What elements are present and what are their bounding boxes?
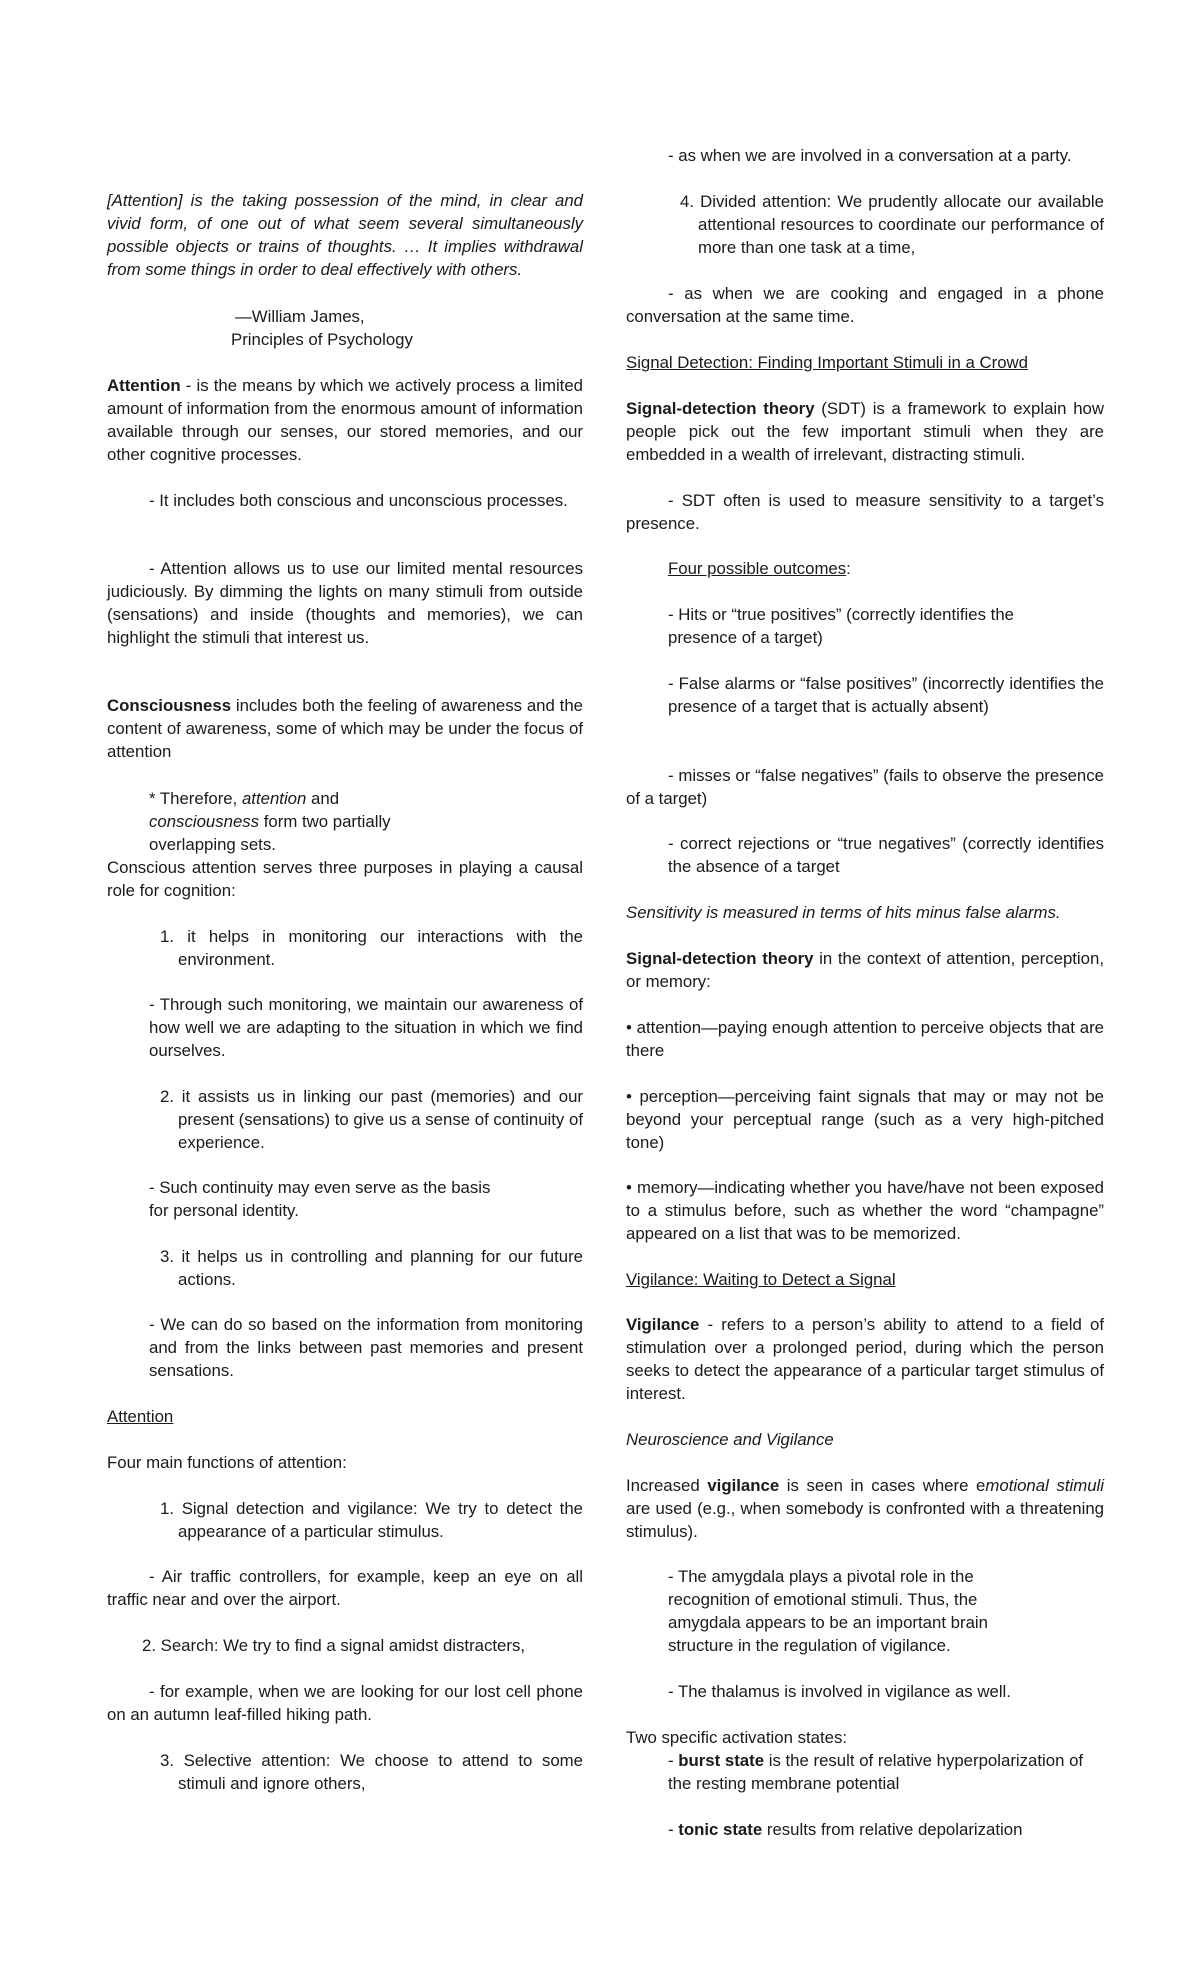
attention-definition [107, 374, 583, 466]
tonic-term: tonic state [678, 1820, 763, 1839]
inc-emphasis: motional stimuli [985, 1476, 1104, 1495]
functions-intro: Four main functions of attention: [107, 1453, 347, 1472]
burst-term: burst state [678, 1751, 765, 1770]
consciousness-definition [107, 694, 583, 763]
consciousness-term: Consciousness [107, 696, 232, 715]
function-1: 1. Signal detection and vigilance: We try to detect the appearance of a particular stimulus. [160, 1499, 583, 1541]
therefore-consciousness: consciousness [149, 812, 260, 831]
burst-pre: - [668, 1751, 679, 1770]
attention-bullet-1: - It includes both conscious and unconscious processes. [149, 491, 568, 510]
attention-def-text: - is the means by which we actively process a limited amount of information from the enormous amount of information available through our senses, our stored memories, and our other cognitive processes. [107, 376, 583, 464]
purpose-2: 2. it assists us in linking our past (memories) and our present (sensations) to give us a sense of continuity of experience. [160, 1087, 583, 1152]
quote-source: Principles of Psychology [231, 330, 413, 349]
function-3: 3. Selective attention: We choose to attend to some stimuli and ignore others, [160, 1751, 583, 1793]
purpose-2-detail: - Such continuity may even serve as the basis for personal identity. [149, 1178, 491, 1220]
thalamus-note: - The thalamus is involved in vigilance as well. [668, 1682, 1011, 1701]
function-4: 4. Divided attention: We prudently allocate our available attentional resources to coordinate our performance of more than one task at a time, [680, 192, 1104, 257]
outcome-false-alarms: - False alarms or “false positives” (incorrectly identifies the presence of a target that is actually absent) [668, 674, 1104, 716]
consciousness-def-text: includes both the feeling of awareness and the content of awareness, some of which may be under the focus of attention [107, 696, 583, 761]
tonic-def: results from relative depolarization [762, 1820, 1023, 1839]
quote-text: [Attention] is the taking possession of the mind, in clear and vivid form, of one out of what seem several simultaneously possible objects or trains of thoughts. … It implies withdrawal from some things in order to deal effectively with others. [107, 191, 583, 279]
therefore-post: form two partially overlapping sets. [149, 812, 391, 854]
purpose-3-detail: - We can do so based on the information from monitoring and from the links between past memories and present sensations. [149, 1315, 583, 1380]
purpose-3: 3. it helps us in controlling and planning for our future actions. [160, 1247, 583, 1289]
vigilance-term: Vigilance [626, 1315, 700, 1334]
vigilance-def-text: - refers to a person’s ability to attend to a field of stimulation over a prolonged period, during which the person seeks to detect the appearance of a particular target stimulus of interest. [626, 1315, 1104, 1403]
tonic-pre: - [668, 1820, 679, 1839]
signal-detection-heading [626, 351, 1104, 374]
therefore-note [107, 787, 443, 856]
purposes-intro: Conscious attention serves three purposes in playing a causal role for cognition: [107, 858, 583, 900]
sdt-context-intro [626, 947, 1104, 993]
vigilance-definition [626, 1313, 1104, 1405]
vigilance-heading [626, 1268, 1104, 1291]
therefore-pre: * Therefore, [149, 789, 242, 808]
burst-def: is the result of relative hyperpolarization of the resting membrane potential [668, 1751, 1084, 1793]
inc-mid: is seen in cases where e [779, 1476, 986, 1495]
burst-state [626, 1749, 1094, 1795]
signal-detection-heading-text: Signal Detection: Finding Important Stimuli in a Crowd [626, 353, 1029, 372]
neuroscience-heading [626, 1428, 1104, 1451]
inc-pre: Increased [626, 1476, 708, 1495]
outcomes-colon: : [846, 559, 851, 578]
outcome-correct-rejections: - correct rejections or “true negatives” (correctly identifies the absence of a target [668, 834, 1104, 876]
attention-heading [107, 1405, 583, 1428]
function-2-detail: - for example, when we are looking for our lost cell phone on an autumn leaf-filled hiking path. [107, 1682, 583, 1724]
context-attention: • attention—paying enough attention to perceive objects that are there [626, 1018, 1104, 1060]
outcomes-heading-text: Four possible outcomes [668, 559, 847, 578]
increased-vigilance [626, 1474, 1104, 1543]
amygdala-note: - The amygdala plays a pivotal role in the recognition of emotional stimuli. Thus, the amygdala appears to be an important brain structure in the regulation of vigilance. [668, 1567, 988, 1655]
tonic-state [626, 1818, 1104, 1841]
vigilance-heading-text: Vigilance: Waiting to Detect a Signal [626, 1270, 896, 1289]
sdt-term: Signal-detection theory [626, 399, 815, 418]
sdt-definition [626, 397, 1104, 466]
therefore-attention: attention [241, 789, 307, 808]
neuroscience-heading-text: Neuroscience and Vigilance [626, 1430, 834, 1449]
sensitivity-text: Sensitivity is measured in terms of hits minus false alarms. [626, 903, 1061, 922]
sdt-context-term: Signal-detection theory [626, 949, 814, 968]
outcomes-heading [626, 557, 1104, 580]
quote-author: —William James, [235, 307, 365, 326]
inc-post: are used (e.g., when somebody is confronted with a threatening stimulus). [626, 1499, 1104, 1541]
sensitivity-note [626, 901, 1104, 924]
function-1-detail: - Air traffic controllers, for example, keep an eye on all traffic near and over the airport. [107, 1567, 583, 1609]
inc-term: vigilance [707, 1476, 780, 1495]
attention-bullet-2: - Attention allows us to use our limited mental resources judiciously. By dimming the lights on many stimuli from outside (sensations) and inside (thoughts and memories), we can highlight the stimuli that interest us. [107, 559, 583, 647]
function-4-detail: - as when we are cooking and engaged in a phone conversation at the same time. [626, 284, 1104, 326]
sdt-def-text: (SDT) is a framework to explain how people pick out the few important stimuli when they are embedded in a wealth of irrelevant, distracting stimuli. [626, 399, 1104, 464]
purpose-1: 1. it helps in monitoring our interactions with the environment. [160, 927, 583, 969]
sdt-sensitivity-note: - SDT often is used to measure sensitivity to a target’s presence. [626, 491, 1104, 533]
context-memory: • memory—indicating whether you have/have not been exposed to a stimulus before, such as whether the word “champagne” appeared on a list that was to be memorized. [626, 1178, 1104, 1243]
activation-states-intro: Two specific activation states: [626, 1728, 848, 1747]
therefore-and: and [306, 789, 340, 808]
sdt-context-text: in the context of attention, perception, or memory: [626, 949, 1104, 991]
attention-heading-text: Attention [107, 1407, 174, 1426]
function-3-detail: - as when we are involved in a conversation at a party. [668, 146, 1072, 165]
context-perception: • perception—perceiving faint signals that may or may not be beyond your perceptual range (such as a very high-pitched tone) [626, 1087, 1104, 1152]
purpose-1-detail: - Through such monitoring, we maintain our awareness of how well we are adapting to the situation in which we find ourselves. [149, 995, 583, 1060]
function-2: 2. Search: We try to find a signal amidst distracters, [142, 1636, 526, 1655]
epigraph-quote [107, 189, 583, 281]
outcome-hits: - Hits or “true positives” (correctly identifies the presence of a target) [668, 605, 1014, 647]
attention-term: Attention [107, 376, 181, 395]
outcome-misses: - misses or “false negatives” (fails to observe the presence of a target) [626, 766, 1104, 808]
